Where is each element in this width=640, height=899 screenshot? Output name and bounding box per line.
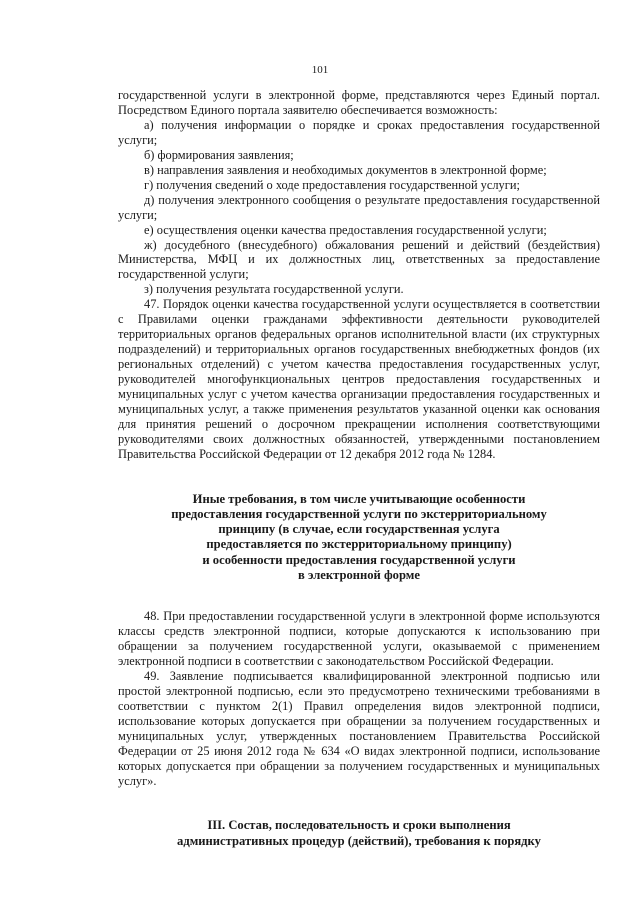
heading-line: предоставляется по экстерриториальному принципу) [206,537,512,552]
section-heading-iii [118,818,600,848]
paragraph: а) получения информации о порядке и сроках предоставления государственной услуги; [118,117,600,147]
heading-line: принципу (в случае, если государственная услуга [218,522,500,537]
paragraph-group-middle [118,609,600,788]
paragraph: е) осуществления оценки качества предоставления государственной услуги; [144,222,547,237]
heading-line: Иные требования, в том числе учитывающие особенности [192,491,526,506]
section-heading-other-requirements [118,492,600,583]
heading-line: в электронной форме [298,567,420,582]
paragraph: 48. При предоставлении государственной услуги в электронной форме используются классы средств электронной подписи, которые допускаются к использованию при обращении за получением государственной услуги, оказываемой с применением электронной подписи в соответствии с законодательством Российской Федерации. [118,609,600,668]
paragraph: 49. Заявление подписывается квалифицированной электронной подписью или простой электронной подписью, если это предусмотрено техническими требованиями в соответствии с пунктом 2(1) Правил определения видов электронной подписи, использование которых допускается при обращении за получением государственных и муниципальных услуг, утвержденных постановлением Правительства Российской Федерации от 25 июня 2012 года № 634 «О видах электронной подписи, использование которых допускается при обращении за получением государственных и муниципальных услуг». [118,668,600,788]
paragraph: з) получения результата государственной услуги. [144,282,404,297]
paragraph: 47. Порядок оценки качества государственной услуги осуществляется в соответствии с Правилами оценки гражданами эффективности деятельности руководителей территориальных органов федеральных органов исполнительной власти (их структурных подразделений) и территориальных органов государственных внебюджетных фондов (их региональных отделений) с учетом качества предоставления государственных услуг, руководителей многофункциональных центров предоставления государственных и муниципальных услуг с учетом качества организации предоставления государственных и муниципальных услуг, а также применения результатов указанной оценки как основания для принятия решений о досрочном прекращении исполнения соответствующими руководителями своих должностных обязанностей, утвержденными постановлением Правительства Российской Федерации от 12 декабря 2012 года № 1284. [118,297,600,461]
heading-line: административных процедур (действий), требования к порядку [177,833,541,848]
paragraph: ж) досудебного (внесудебного) обжалования решений и действий (бездействия) Министерства, МФЦ и их должностных лиц, ответственных за предоставление государственной услуги; [118,237,600,282]
paragraph: г) получения сведений о ходе предоставления государственной услуги; [144,177,520,192]
heading-line: и особенности предоставления государственной услуги [202,552,516,567]
paragraph: государственной услуги в электронной форме, представляются через Единый портал. Посредством Единого портала заявителю обеспечивается возможность: [118,88,600,117]
document-body [118,88,600,849]
heading-line: предоставления государственной услуги по экстерриториальному [171,507,547,522]
paragraph-group-top [118,88,600,462]
paragraph: в) направления заявления и необходимых документов в электронной форме; [144,162,547,177]
page-number: 101 [311,64,329,76]
paragraph: д) получения электронного сообщения о результате предоставления государственной услуги; [118,192,600,222]
heading-line: III. Состав, последовательность и сроки выполнения [207,818,511,833]
paragraph: б) формирования заявления; [144,147,294,162]
